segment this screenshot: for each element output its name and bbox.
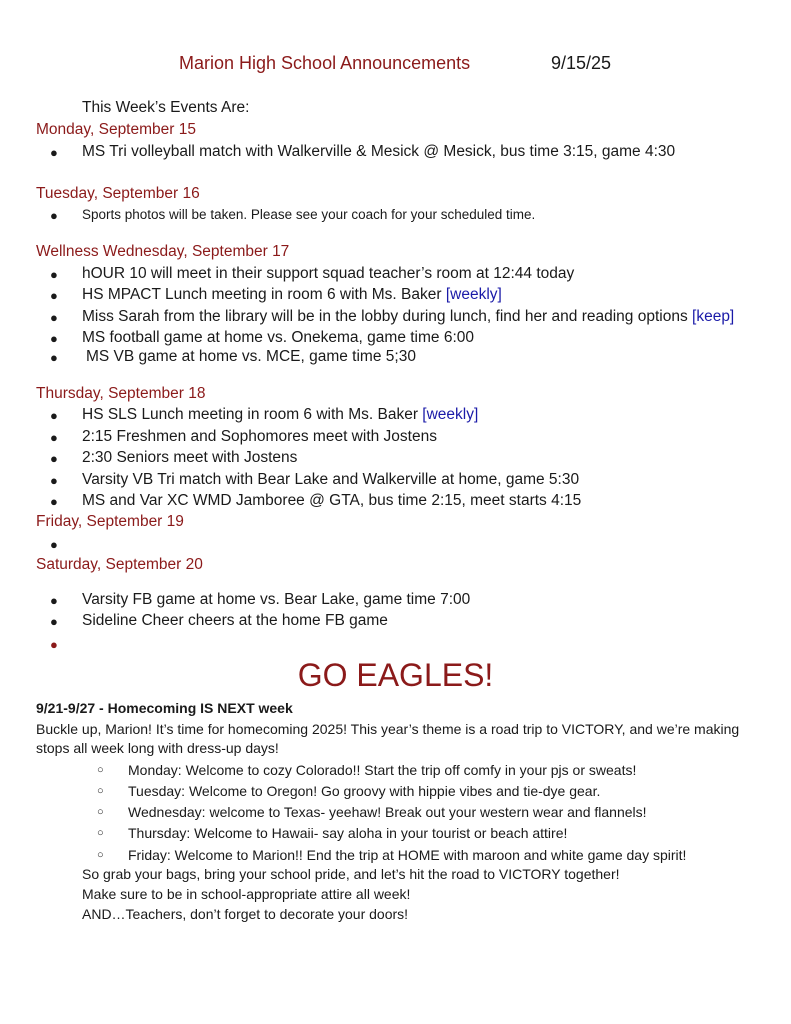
dress-up-day: Monday: Welcome to cozy Colorado!! Start the trip off comfy in your pjs or sweats! (128, 762, 637, 778)
dress-up-day: Wednesday: welcome to Texas- yeehaw! Break out your western wear and flannels! (128, 804, 647, 820)
event-item: Sideline Cheer cheers at the home FB game (82, 612, 388, 629)
bullet-icon: ● (50, 408, 58, 423)
day-heading-saturday: Saturday, September 20 (36, 556, 203, 573)
day-heading-friday: Friday, September 19 (36, 513, 184, 530)
announcement-date: 9/15/25 (551, 53, 612, 73)
bullet-icon: ● (50, 350, 58, 365)
closing-line: AND…Teachers, don’t forget to decorate your doors! (82, 906, 409, 922)
bullet-icon: ● (50, 614, 58, 629)
event-text: HS MPACT Lunch meeting in room 6 with Ms. Baker (82, 286, 442, 303)
bullet-icon: ● (50, 145, 58, 160)
bullet-icon: ● (50, 208, 58, 223)
event-item: Sports photos will be taken. Please see your coach for your scheduled time. (82, 207, 536, 222)
event-item: MS and Var XC WMD Jamboree @ GTA, bus time 2:15, meet starts 4:15 (82, 492, 582, 509)
tag-weekly: [weekly] (422, 406, 479, 423)
event-item: 2:15 Freshmen and Sophomores meet with Jostens (82, 428, 437, 445)
homecoming-heading: 9/21-9/27 - Homecoming IS NEXT week (36, 700, 293, 716)
bullet-icon: ● (50, 451, 58, 466)
tag-weekly: [weekly] (445, 286, 502, 303)
bullet-icon: ● (50, 430, 58, 445)
event-item: Varsity FB game at home vs. Bear Lake, game time 7:00 (82, 591, 471, 608)
bullet-icon: ● (50, 593, 58, 608)
homecoming-paragraph: Buckle up, Marion! It’s time for homecoming 2025! This year’s theme is a road trip to VICTORY, and we’re making stops all week long with dress-up days! (36, 721, 740, 756)
event-item (82, 308, 734, 326)
event-item: MS Tri volleyball match with Walkerville & Mesick @ Mesick, bus time 3:15, game 4:30 (82, 143, 676, 160)
page-title: Marion High School Announcements (179, 53, 471, 73)
day-heading-thursday: Thursday, September 18 (36, 385, 206, 402)
closing-line: Make sure to be in school-appropriate attire all week! (82, 886, 411, 902)
circle-bullet-icon: ○ (97, 827, 104, 839)
dress-up-day: Tuesday: Welcome to Oregon! Go groovy with hippie vibes and tie-dye gear. (128, 783, 601, 799)
event-item: 2:30 Seniors meet with Jostens (82, 449, 298, 466)
bullet-icon: ● (50, 494, 58, 509)
day-heading-monday: Monday, September 15 (36, 121, 196, 138)
bullet-icon: ● (50, 310, 58, 325)
intro-text: This Week’s Events Are: (82, 99, 250, 116)
bullet-icon: ● (50, 473, 58, 488)
event-item: Varsity VB Tri match with Bear Lake and Walkerville at home, game 5:30 (82, 471, 580, 488)
dress-up-day: Friday: Welcome to Marion!! End the trip at HOME with maroon and white game day spirit! (128, 847, 687, 863)
circle-bullet-icon: ○ (97, 849, 104, 861)
circle-bullet-icon: ○ (97, 806, 104, 818)
circle-bullet-icon: ○ (97, 785, 104, 797)
event-item: MS VB game at home vs. MCE, game time 5;30 (86, 348, 416, 365)
event-text: Miss Sarah from the library will be in the lobby during lunch, find her and reading options (82, 308, 688, 325)
event-text: HS SLS Lunch meeting in room 6 with Ms. Baker (82, 406, 418, 423)
go-eagles-banner: GO EAGLES! (297, 657, 494, 693)
dress-up-day: Thursday: Welcome to Hawaii- say aloha in your tourist or beach attire! (128, 825, 568, 841)
event-item: MS football game at home vs. Onekema, game time 6:00 (82, 329, 474, 346)
bullet-icon: ● (50, 331, 58, 346)
closing-line: So grab your bags, bring your school pride, and let’s hit the road to VICTORY together! (82, 866, 620, 882)
day-heading-tuesday: Tuesday, September 16 (36, 185, 200, 202)
bullet-icon: ● (50, 537, 58, 552)
bullet-icon: ● (50, 637, 58, 652)
event-item (82, 406, 478, 424)
circle-bullet-icon: ○ (97, 764, 104, 776)
bullet-icon: ● (50, 288, 58, 303)
event-item (82, 286, 502, 304)
bullet-icon: ● (50, 267, 58, 282)
day-heading-wednesday: Wellness Wednesday, September 17 (36, 243, 290, 260)
tag-keep: [keep] (692, 308, 735, 325)
event-item: hOUR 10 will meet in their support squad teacher’s room at 12:44 today (82, 265, 575, 282)
